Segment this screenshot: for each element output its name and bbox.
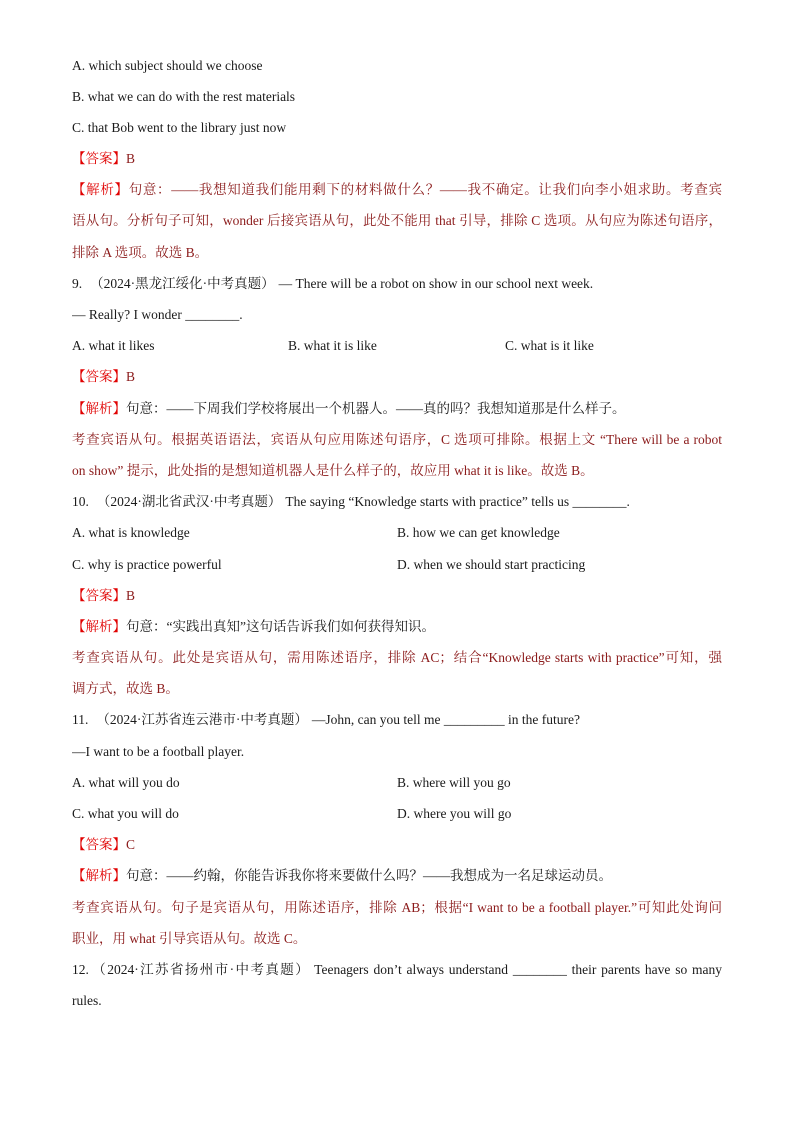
answer-label: 【答案】 — [72, 151, 126, 167]
q10-analysis-line-1: 考查宾语从句。此处是宾语从句，需用陈述语序，排除 AC；结合“Knowledge starts with practice”可知，强 — [72, 650, 722, 666]
answer-value: B — [126, 587, 136, 603]
question-source: （2024·江苏省连云港市·中考真题） — [96, 712, 308, 728]
question-number: 11. — [72, 712, 89, 728]
question-number: 10. — [72, 494, 89, 510]
analysis-label: 【解析】 — [72, 618, 126, 634]
q11-stem-line-2: —I want to be a football player. — [72, 743, 245, 759]
q8-option-a: A. which subject should we choose — [72, 57, 263, 73]
q11-translation — [72, 860, 722, 891]
q10-option-d: D. when we should start practicing — [397, 556, 586, 572]
q12-stem-line-2: rules. — [72, 993, 102, 1009]
q10-analysis-line-2: 调方式，故选 B。 — [72, 681, 179, 697]
question-number: 9. — [72, 275, 83, 291]
question-source: （2024·黑龙江绥化·中考真题） — [90, 275, 275, 291]
q11-stem-line-1 — [72, 704, 722, 735]
question-stem: —John, can you tell me _________ in the future? — [311, 712, 580, 728]
analysis-label: 【解析】 — [72, 400, 126, 416]
question-source: （2024·江苏省扬州市·中考真题） — [90, 961, 311, 977]
q11-option-c: C. what you will do — [72, 806, 179, 821]
q9-translation — [72, 393, 722, 424]
translation-text: 句意：——下周我们学校将展出一个机器人。——真的吗？我想知道那是什么样子。 — [126, 400, 626, 416]
q9-option-b: B. what it is like — [288, 338, 377, 354]
answer-label: 【答案】 — [72, 369, 126, 385]
q10-stem-line-1 — [72, 486, 722, 517]
question-source: （2024·湖北省武汉·中考真题） — [96, 494, 282, 510]
question-stem: — There will be a robot on show in our school next week. — [278, 275, 594, 291]
q8-analysis-line-2: 语从句。分析句子可知，wonder 后接宾语从句，此处不能用 that 引导，排除 C 选项。从句应为陈述句语序， — [72, 213, 722, 229]
q10-option-b: B. how we can get knowledge — [397, 525, 560, 541]
q9-options — [72, 330, 722, 361]
q11-options-row-1 — [72, 767, 722, 798]
q8-answer — [72, 143, 722, 174]
question-number: 12. — [72, 961, 89, 977]
q9-stem-line-2: — Really? I wonder ________. — [72, 307, 243, 322]
answer-value: B — [126, 369, 136, 385]
analysis-text: 句意：——我想知道我们能用剩下的材料做什么？——我不确定。让我们向李小姐求助。考查宾 — [128, 182, 722, 198]
q9-stem-line-1 — [72, 268, 722, 299]
answer-label: 【答案】 — [72, 837, 126, 853]
q11-options-row-2 — [72, 798, 722, 829]
translation-text: 句意：——约翰，你能告诉我你将来要做什么吗？——我想成为一名足球运动员。 — [126, 868, 612, 884]
q12-stem-line-1 — [72, 954, 722, 985]
answer-value: C — [126, 837, 136, 853]
analysis-label: 【解析】 — [72, 868, 126, 884]
q8-analysis-line-3: 排除 A 选项。故选 B。 — [72, 244, 209, 260]
translation-text: 句意：“实践出真知”这句话告诉我们如何获得知识。 — [126, 618, 435, 634]
q9-analysis-line-1: 考查宾语从句。根据英语语法，宾语从句应用陈述句语序，C 选项可排除。根据上文 “There will be a robot — [72, 431, 722, 447]
answer-label: 【答案】 — [72, 587, 126, 603]
q9-option-a: A. what it likes — [72, 338, 155, 354]
q8-analysis-line-1 — [72, 174, 722, 205]
q10-option-a: A. what is knowledge — [72, 525, 190, 541]
q11-analysis-line-2: 职业，用 what 引导宾语从句。故选 C。 — [72, 930, 307, 946]
q9-analysis-line-2: on show” 提示，此处指的是想知道机器人是什么样子的，故应用 what it is like。故选 B。 — [72, 462, 594, 478]
q9-option-c: C. what is it like — [505, 338, 594, 354]
q11-answer — [72, 829, 722, 860]
q11-analysis-line-1: 考查宾语从句。句子是宾语从句，用陈述语序，排除 AB；根据“I want to be a football player.”可知此处询问 — [72, 899, 722, 915]
q11-option-b: B. where will you go — [397, 774, 511, 790]
q10-option-c: C. why is practice powerful — [72, 556, 222, 572]
q8-option-b: B. what we can do with the rest materials — [72, 88, 296, 104]
question-stem: Teenagers don’t always understand ________ their parents have so many — [314, 961, 722, 977]
q10-answer — [72, 580, 722, 611]
q9-answer — [72, 361, 722, 392]
analysis-label: 【解析】 — [72, 182, 129, 198]
q10-options-row-1 — [72, 517, 722, 548]
q11-option-d: D. where you will go — [397, 806, 512, 821]
q8-option-c: C. that Bob went to the library just now — [72, 119, 287, 135]
answer-value: B — [126, 151, 136, 167]
q11-option-a: A. what will you do — [72, 774, 180, 790]
question-stem: The saying “Knowledge starts with practice” tells us ________. — [285, 494, 630, 510]
q10-translation — [72, 611, 722, 642]
q10-options-row-2 — [72, 549, 722, 580]
